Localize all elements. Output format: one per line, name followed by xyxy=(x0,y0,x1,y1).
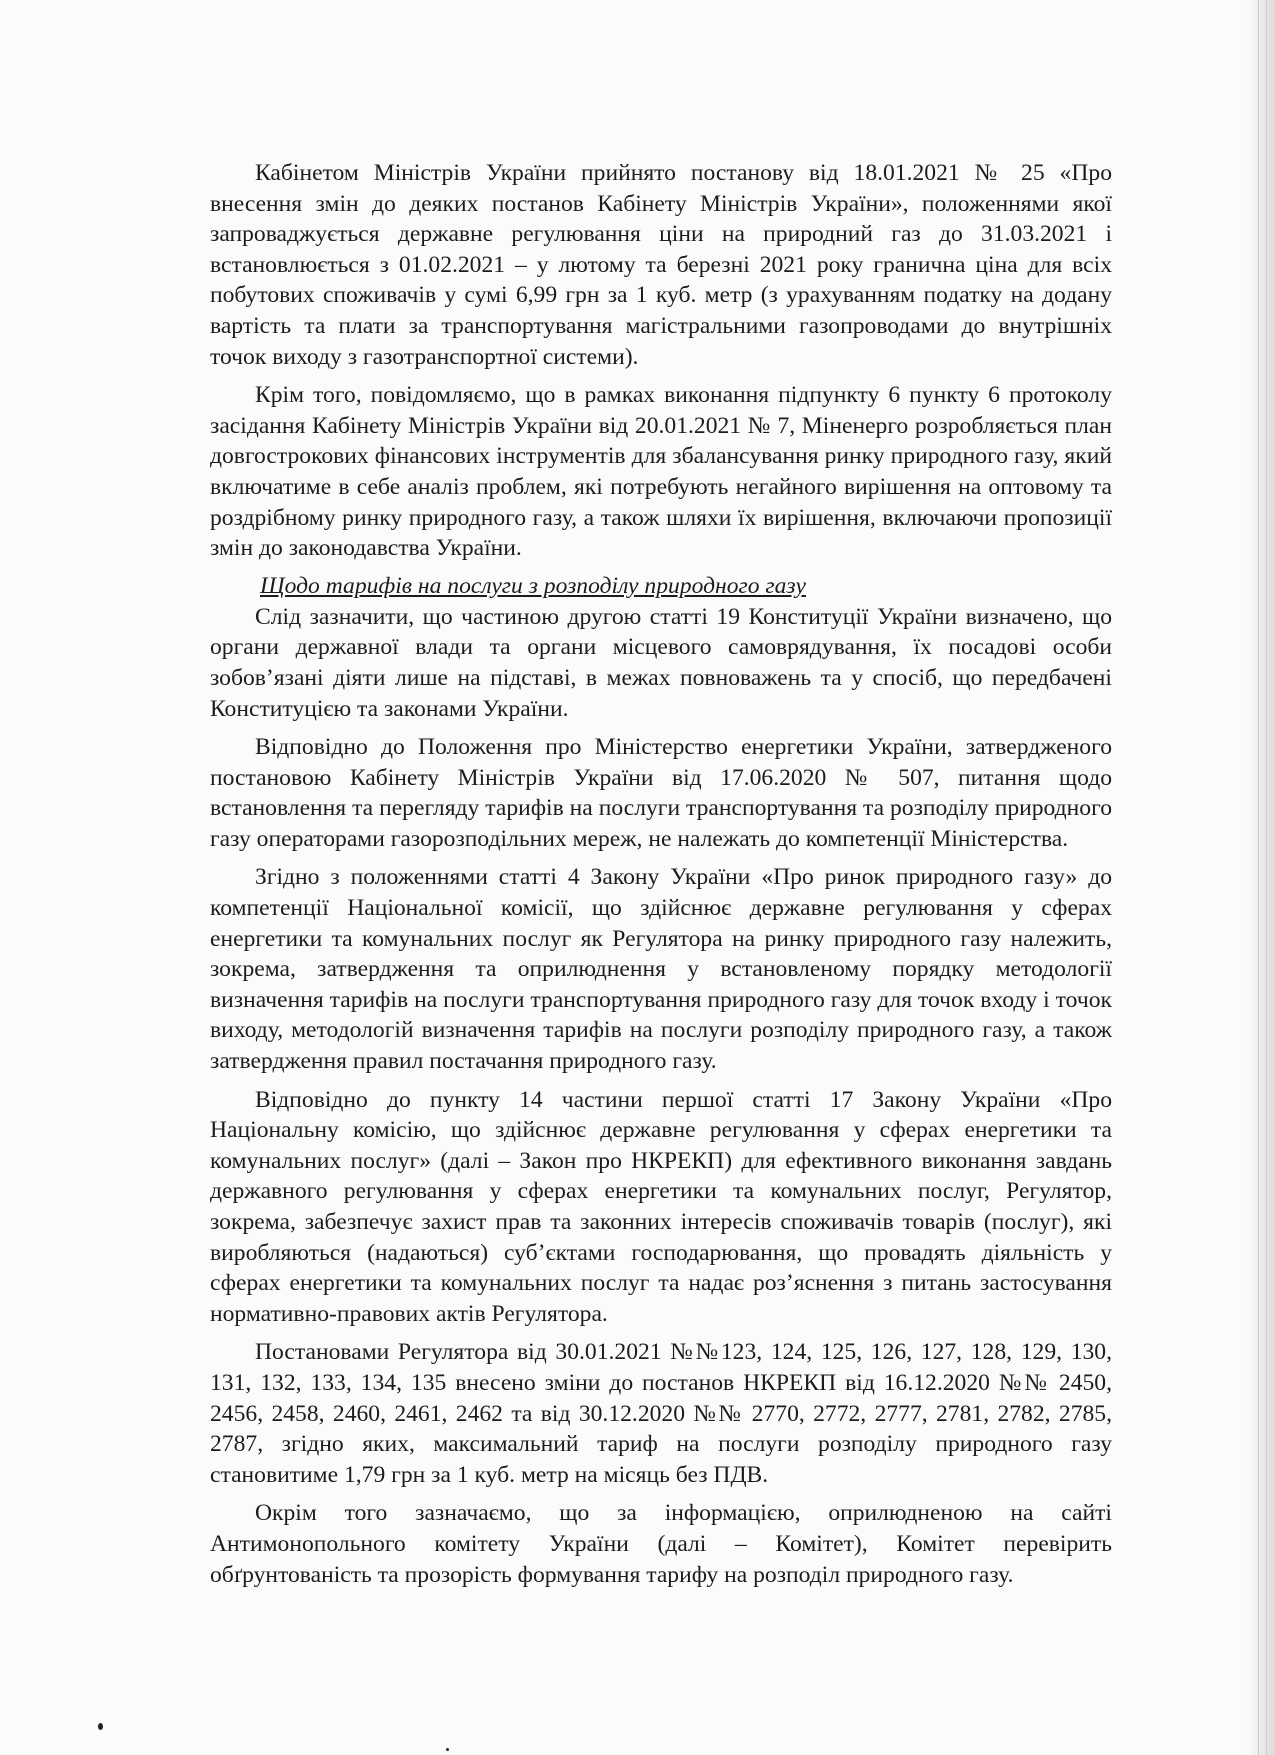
scan-speck-small xyxy=(446,1748,449,1751)
page-edge-line xyxy=(1258,0,1259,1755)
paragraph-gas-market-law: Згідно з положеннями статті 4 Закону України «Про ринок природного газу» до компетенції Національної комісії, що здійснює державне регулювання у сферах енергетики та комунальних послуг як Регулятора на ринку природного газу належить, зокрема, затвердження та оприлюднення у встановленому порядку методології визначення тарифів на послуги транспортування природного газу для точок входу і точок виходу, методологій визначення тарифів на послуги розподілу природного газу, а також затвердження правил постачання природного газу. xyxy=(210,864,1112,1075)
section-heading-tariffs: Щодо тарифів на послуги з розподілу природного газу xyxy=(260,572,806,599)
paragraph-price-regulation: Кабінетом Міністрів України прийнято постанову від 18.01.2021 № 25 «Про внесення змін до деяких постанов Кабінету Міністрів України», положеннями якої запроваджується державне регулювання ціни на природний газ до 31.03.2021 і встановлюється з 01.02.2021 – у лютому та березні 2021 року гранична ціна для всіх побутових споживачів у сумі 6,99 грн за 1 куб. метр (з урахуванням податку на додану вартість та плати за транспортування магістральними газопроводами до внутрішніх точок виходу з газотранспортної системи). xyxy=(210,160,1112,370)
paragraph-regulator-resolutions: Постановами Регулятора від 30.01.2021 №№123, 124, 125, 126, 127, 128, 129, 130, 131, 132, 133, 134, 135 внесено зміни до постанов НКРЕКП від 16.12.2020 №№ 2450, 2456, 2458, 2460, 2461, 2462 та від 30.12.2020 №№ 2770, 2772, 2777, 2781, 2782, 2785, 2787, згідно яких, максимальний тариф на послуги розподілу природного газу становитиме 1,79 грн за 1 куб. метр на місяць без ПДВ. xyxy=(210,1339,1112,1488)
paragraph-nkrekp-law: Відповідно до пункту 14 частини першої статті 17 Закону України «Про Національну комісію, що здійснює державне регулювання у сферах енергетики та комунальних послуг» (далі – Закон про НКРЕКП) для ефективного виконання завдань державного регулювання у сферах енергетики та комунальних послуг, Регулятор, зокрема, забезпечує захист прав та законних інтересів споживачів товарів (послуг), які виробляються (надаються) суб’єктами господарювання, що провадять діяльність у сферах енергетики та комунальних послуг та надає роз’яснення з питань застосування нормативно-правових актів Регулятора. xyxy=(210,1086,1112,1327)
paragraph-constitution: Слід зазначити, що частиною другою статті 19 Конституції України визначено, що органи державної влади та органи місцевого самоврядування, їх посадові особи зобов’язані діяти лише на підставі, в межах повноважень та у спосіб, що передбачені Конституцією та законами України. xyxy=(210,603,1112,722)
scan-speck xyxy=(98,1723,103,1730)
paragraph-antimonopoly-committee: Окрім того зазначаємо, що за інформацією, оприлюдненою на сайті Антимонопольного комітету України (далі – Комітет), Комітет перевірить обґрунтованість та прозорість формування тарифу на розподіл природного газу. xyxy=(210,1500,1112,1588)
paragraph-financial-instruments: Крім того, повідомляємо, що в рамках виконання підпункту 6 пункту 6 протоколу засідання Кабінету Міністрів України від 20.01.2021 № 7, Міненерго розробляється план довгострокових фінансових інструментів для збалансування ринку природного газу, який включатиме в себе аналіз проблем, які потребують негайного вирішення на оптовому та роздрібному ринку природного газу, а також шляхи їх вирішення, включаючи пропозиції змін до законодавства України. xyxy=(210,382,1112,562)
paragraph-ministry-regulation: Відповідно до Положення про Міністерство енергетики України, затвердженого постановою Кабінету Міністрів України від 17.06.2020 № 507, питання щодо встановлення та перегляду тарифів на послуги транспортування та розподілу природного газу операторами газорозподільних мереж, не належать до компетенції Міністерства. xyxy=(210,734,1112,852)
page-edge-shadow xyxy=(1247,0,1275,1755)
document-body xyxy=(210,158,1112,1598)
page-edge-line-second xyxy=(1266,0,1267,1755)
